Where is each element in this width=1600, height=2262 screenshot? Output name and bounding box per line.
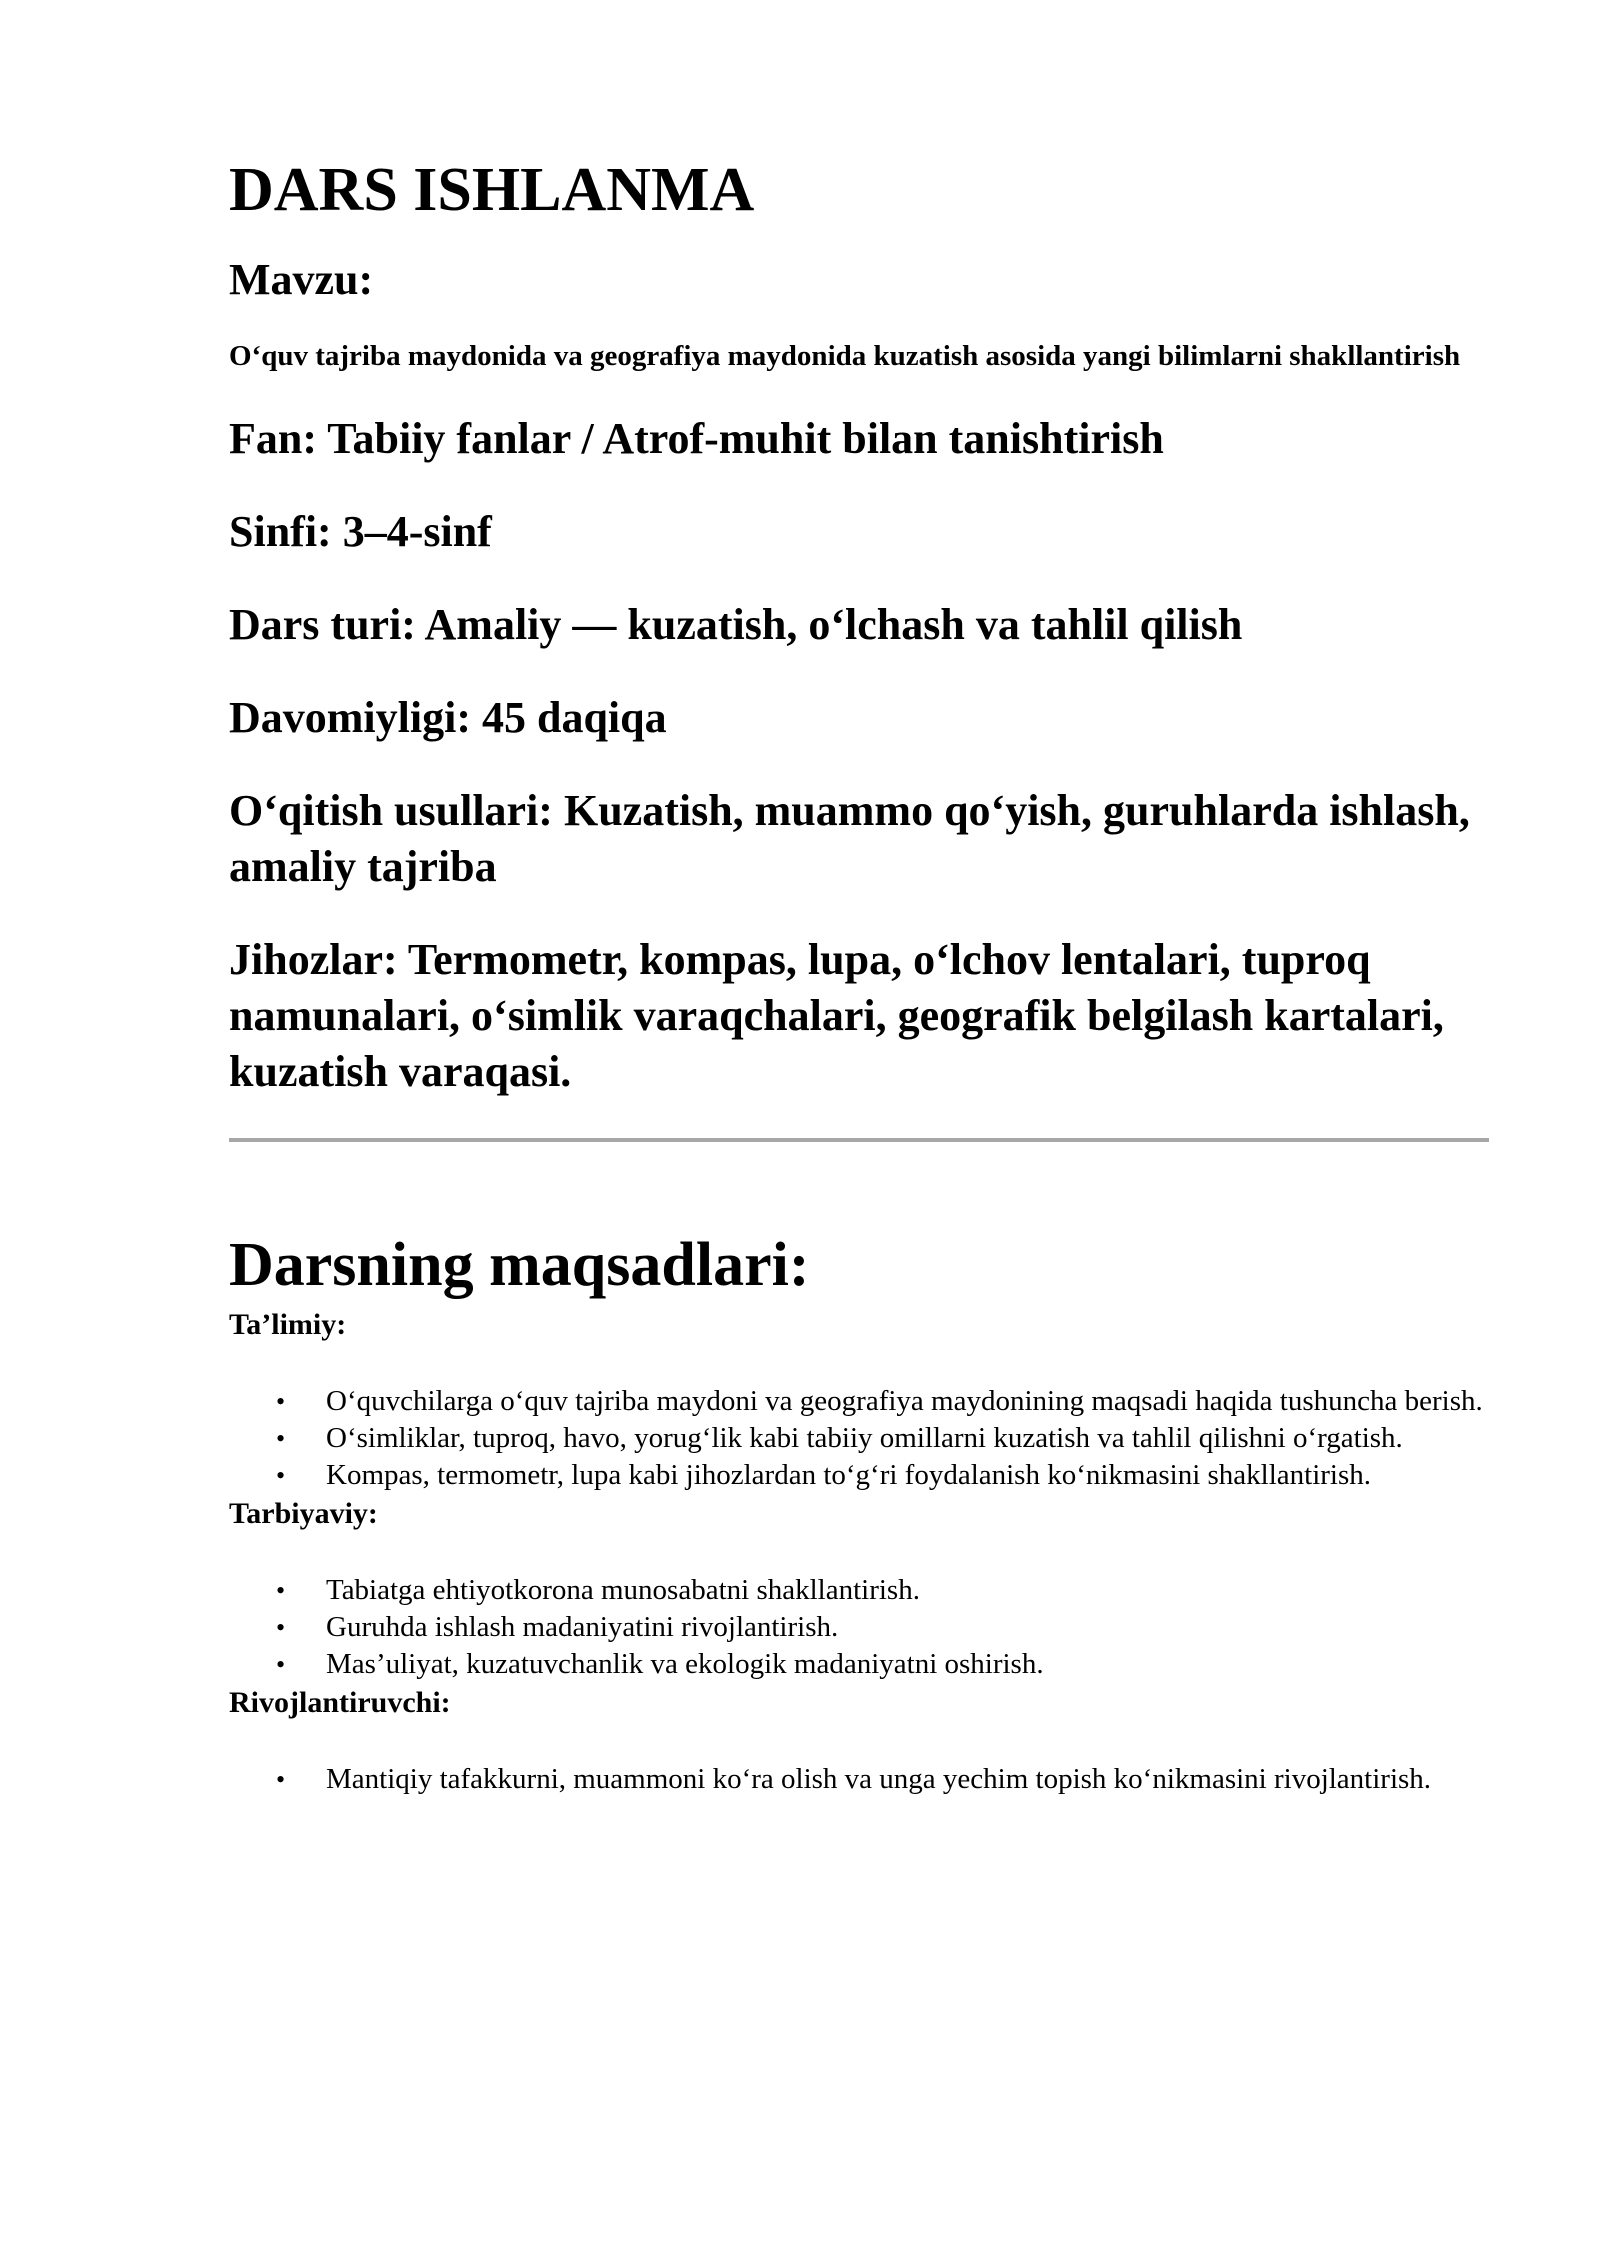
goals-section-title: Darsning maqsadlari: [229, 1231, 810, 1299]
list-item-text: Mas’uliyat, kuzatuvchanlik va ekologik madaniyatni oshirish. [326, 1648, 1044, 1680]
document-content [229, 150, 1489, 1798]
meta-equipment: Jihozlar: Termometr, kompas, lupa, o‘lchov lentalari, tuproq namunalari, o‘simlik varaqchalari, geografik belgilash kartalari, kuzatish varaqasi. [229, 935, 1444, 1096]
topic-label: Mavzu: [229, 255, 374, 304]
list-item [276, 1609, 1489, 1646]
list-item [276, 1383, 1489, 1420]
goals-upbringing-heading: Tarbiyaviy: [229, 1497, 378, 1530]
bullet-icon: • [276, 1576, 286, 1605]
bullet-icon: • [276, 1765, 286, 1794]
bullet-icon: • [276, 1650, 286, 1679]
bullet-icon: • [276, 1424, 286, 1453]
list-item-text: Tabiatga ehtiyotkorona munosabatni shakllantirish. [326, 1574, 920, 1606]
list-item-text: O‘quvchilarga o‘quv tajriba maydoni va geografiya maydonining maqsadi haqida tushuncha berish. [326, 1385, 1483, 1417]
list-item [276, 1646, 1489, 1683]
document-title: DARS ISHLANMA [229, 156, 755, 224]
meta-lesson-type: Dars turi: Amaliy — kuzatish, o‘lchash va tahlil qilish [229, 600, 1243, 649]
list-item [276, 1420, 1489, 1457]
goals-upbringing-list [229, 1572, 1489, 1683]
list-item [276, 1572, 1489, 1609]
horizontal-divider [229, 1138, 1489, 1142]
list-item [276, 1761, 1489, 1798]
meta-grade: Sinfi: 3–4-sinf [229, 507, 492, 556]
meta-duration: Davomiyligi: 45 daqiqa [229, 693, 667, 742]
goals-developmental-list [229, 1761, 1489, 1798]
list-item [276, 1457, 1489, 1494]
list-item-text: Kompas, termometr, lupa kabi jihozlardan to‘g‘ri foydalanish ko‘nikmasini shakllantirish. [326, 1459, 1372, 1491]
bullet-icon: • [276, 1461, 286, 1490]
meta-subject: Fan: Tabiiy fanlar / Atrof-muhit bilan tanishtirish [229, 414, 1164, 463]
bullet-icon: • [276, 1613, 286, 1642]
meta-methods: O‘qitish usullari: Kuzatish, muammo qo‘yish, guruhlarda ishlash, amaliy tajriba [229, 786, 1470, 891]
goals-educational-heading: Ta’limiy: [229, 1308, 347, 1341]
list-item-text: Guruhda ishlash madaniyatini rivojlantirish. [326, 1611, 839, 1643]
topic-text: O‘quv tajriba maydonida va geografiya maydonida kuzatish asosida yangi bilimlarni shakllantirish [229, 340, 1461, 372]
list-item-text: Mantiqiy tafakkurni, muammoni ko‘ra olish va unga yechim topish ko‘nikmasini rivojlantirish. [326, 1763, 1432, 1795]
goals-educational-list [229, 1383, 1489, 1494]
list-item-text: O‘simliklar, tuproq, havo, yorug‘lik kabi tabiiy omillarni kuzatish va tahlil qilishni o‘rgatish. [326, 1422, 1403, 1454]
goals-developmental-heading: Rivojlantiruvchi: [229, 1686, 451, 1719]
bullet-icon: • [276, 1387, 286, 1416]
